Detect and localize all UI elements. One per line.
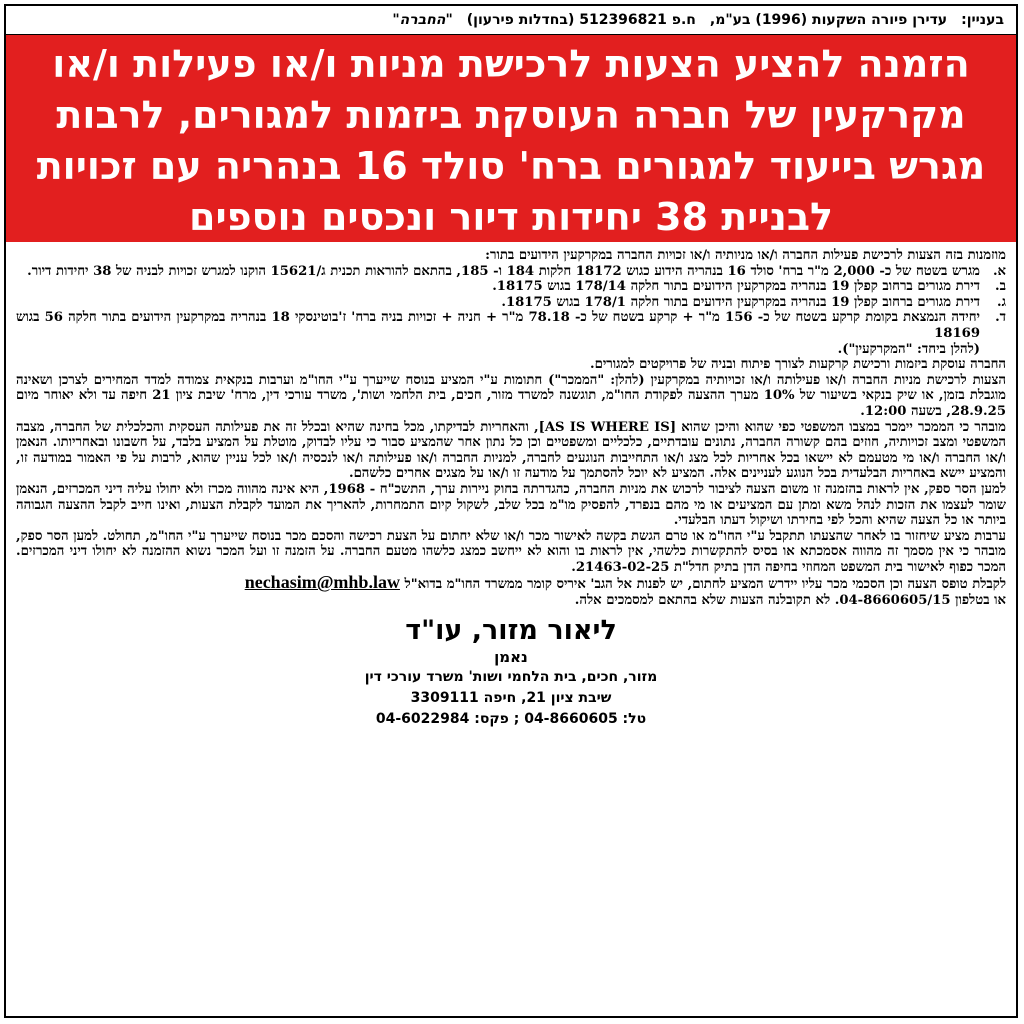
offers-paragraph: הצעות לרכישת מניות החברה ו/או פעילותה ו/או זכויותיה במקרקעין (להלן: "הממכר") חתומות ע"י המציע בנוסח שייערך ע"י החו"מ וערבות בנקאית צמודה למדד המחירים לצרכן ושאינה מוגבלת בזמן, או שיק בנקאי בשיעור של 10% מערך ההצעה לפקודת החו"מ, תוגשנה למשרד מזור, חכים, בית הלחמי ושות', משרד עורכי דין, מרח' שיבת ציון 21 חיפה עד ולא יאוחר מיום 28.9.25, בשעה 12:00. — [16, 372, 1007, 419]
list-item — [16, 342, 1006, 358]
email-label: בדוא"ל — [404, 577, 443, 593]
list-item — [16, 279, 1006, 295]
intro-paragraph: מוזמנות בזה הצעות לרכישת פעילות החברה ו/או מניותיה ו/או זכויות החברה במקרקעין הידועים בתור: — [485, 248, 1006, 263]
headline-line: הזמנה להציע הצעות לרכישת מניות ו/או פעילות ו/או — [52, 42, 970, 86]
list-marker: ג. — [997, 294, 1006, 310]
company-alias: "החברה" — [392, 12, 453, 28]
as-is-paragraph: מובהר כי הממכר יימכר במצבו המשפטי כפי שהוא והיכן שהוא [AS IS WHERE IS], והאחריות לבדיקתו, מכל בחינה שהיא ובכלל זה את פעילותה העסקית והכלכלית של החברה, מצבה המשפטי ומצב זכויותיה, חוזים בהם קשורה החברה, נתונים עובדתיים, כלכליים ומשפטיים וכן כל נתון אחר שהמציע סבור כי עליו לבדוק, מוטלת על המציע בלבד, על חשבונו ובאחריותו. הנאמן ו/או החברה ו/או מי מטעמם לא יישאו בכל אחריות לכל מצג ו/או התחייבות הנוגעים לחברה, למניות החברה ו/או פעילותה ו/או לנכסיה ו/או לכל עניין שהוא, לרבות על פי האמור במודעה זו, והמציע יישא באחריות הבלעדית בכל הנוגע לעניינים אלה. המציע לא יוכל להסתמך על מודעה זו ו/או על מצגים אחרים כלשהם. — [16, 419, 1006, 482]
headline-line: לבניית 38 יחידות דיור ונכסים נוספים — [188, 195, 834, 239]
headline-line: מקרקעין של חברה העוסקת ביזמות למגורים, לרבות — [56, 93, 966, 137]
signatory-role: נאמן — [494, 647, 528, 666]
list-item — [16, 310, 1006, 341]
signatory-name: ליאור מזור, עו"ד — [405, 614, 617, 646]
company-number: ח.פ 512396821 (בחדלות פירעון) — [466, 12, 696, 28]
notice-body — [6, 242, 1016, 730]
disclaimer-paragraph: למען הסר ספק, אין לראות בהזמנה זו משום הצעה לציבור לרכוש את מניות החברה, כהגדרתה בחוק ניירות ערך, התשכ"ח - 1968, היא אינה מהווה מכרז ולא יחולו עליה דיני המכרזים, הנאמן שומר לעצמו את הזכות לנהל משא ומתן עם המציעים או מי מהם בנפרד, להפסיק מו"מ בכל שלב, לשקול קיום התמחרות, להאריך את המועד לקבלת הצעות, ואינו חייב לקבל ההצעה הגבוהה ביותר או כל הצעה שהיא והכל לפי בחירתו ושיקול דעתו הבלעדי. — [16, 481, 1006, 529]
headline-banner — [6, 35, 1016, 242]
list-marker: ד. — [995, 310, 1006, 326]
legal-notice — [4, 4, 1018, 1018]
items-note: (להלן ביחד: "המקרקעין"). — [837, 341, 980, 357]
firm-address: שיבת ציון 21, חיפה 3309111 — [410, 689, 612, 706]
list-item-text: דירת מגורים ברחוב קפלן 19 בנהריה במקרקעין הידועים בתור חלקה 178/14 בגוש 18175. — [492, 279, 980, 295]
list-item-emphasis: 38 יחידות דיור. — [27, 263, 112, 279]
contact-phone-line: או בטלפון 04-8660605/15. לא תקובלנה הצעות שלא בהתאם למסמכים אלה. — [574, 593, 1006, 609]
firm-phones: טל: 04-8660605 ; פקס: 04-6022984 — [375, 710, 647, 727]
company-paragraph: החברה עוסקת ביזמות ורכישת קרקעות לצורך פיתוח ובניה של פרויקטים למגורים. — [590, 357, 1006, 373]
list-item-text: מגרש בשטח של כ- 2,000 מ"ר ברח' סולד 16 בנהריה הידוע כגוש 18172 חלקות 184 ו- 185, בהתאם להוראות תכנית ג/15621 הוקנו למגרש זכויות לבניה של — [116, 263, 980, 279]
list-marker: ב. — [995, 279, 1006, 295]
list-item-text: יחידה הנמצאת בקומת קרקע בשטח של כ- 156 מ"ר + קרקע בשטח של כ- 78.18 מ"ר + חניה + זכויות בניה ברח' ז'בוטינסקי 18 בנהריה במקרקעין הידועים בתור חלקה 56 בגוש 18169 — [16, 310, 980, 341]
headline-line: מגרש בייעוד למגורים ברח' סולד 16 בנהריה עם זכויות — [36, 144, 986, 188]
guarantee-paragraph: ערבות מציע שיחזור בו לאחר שהצעתו תתקבל ע"י החו"מ או טרם הגשת בקשה לאישור מכר ו/או שלא יחתום על הצעת רכישה והסכם מכר בנוסח שייערך ע"י החו"מ, תחולט. למען הסר ספק, מובהר כי אין מסמך זה מהווה אסמכתא או בסיס להתקשרות כלשהי, אין לראות בו והוא לא ייחשב כמצג כלשהו מטעם החברה. על הזמנה זו ועל המכר נשוא ההזמנה לא יחולו דיני המכרזים. המכר כפוף לאישור בית המשפט המחוזי בחיפה הדן בתיק חדל"ת 21463-02-25. — [16, 528, 1006, 575]
signature-block — [16, 615, 1006, 730]
asset-list — [16, 264, 1006, 358]
contact-paragraph: לקבלת טופס הצעה וכן הסכמי מכר עליו יידרש המציע לחתום, יש לפנות אל הגב' איריס קומר ממשרד החו"מ בדוא"ל nechasim@mhb.law — [244, 572, 1006, 593]
re-label: בעניין: — [961, 12, 1004, 28]
list-marker: א. — [992, 263, 1006, 279]
contact-email-link[interactable]: nechasim@mhb.law — [244, 572, 400, 593]
deadline: עד ולא יאוחר מיום 28.9.25, בשעה 12:00. — [16, 388, 1006, 419]
list-item-text: דירת מגורים ברחוב קפלן 19 בנהריה במקרקעין הידועים בתור חלקה 178/1 בגוש 18175. — [501, 294, 980, 310]
list-item — [16, 264, 1006, 280]
firm-name: מזור, חכים, בית הלחמי ושות' משרד עורכי דין — [364, 668, 658, 685]
company-name: עדירן פיורה השקעות (1996) בע"מ, — [709, 12, 948, 28]
list-item — [16, 295, 1006, 311]
notice-header — [6, 6, 1016, 35]
